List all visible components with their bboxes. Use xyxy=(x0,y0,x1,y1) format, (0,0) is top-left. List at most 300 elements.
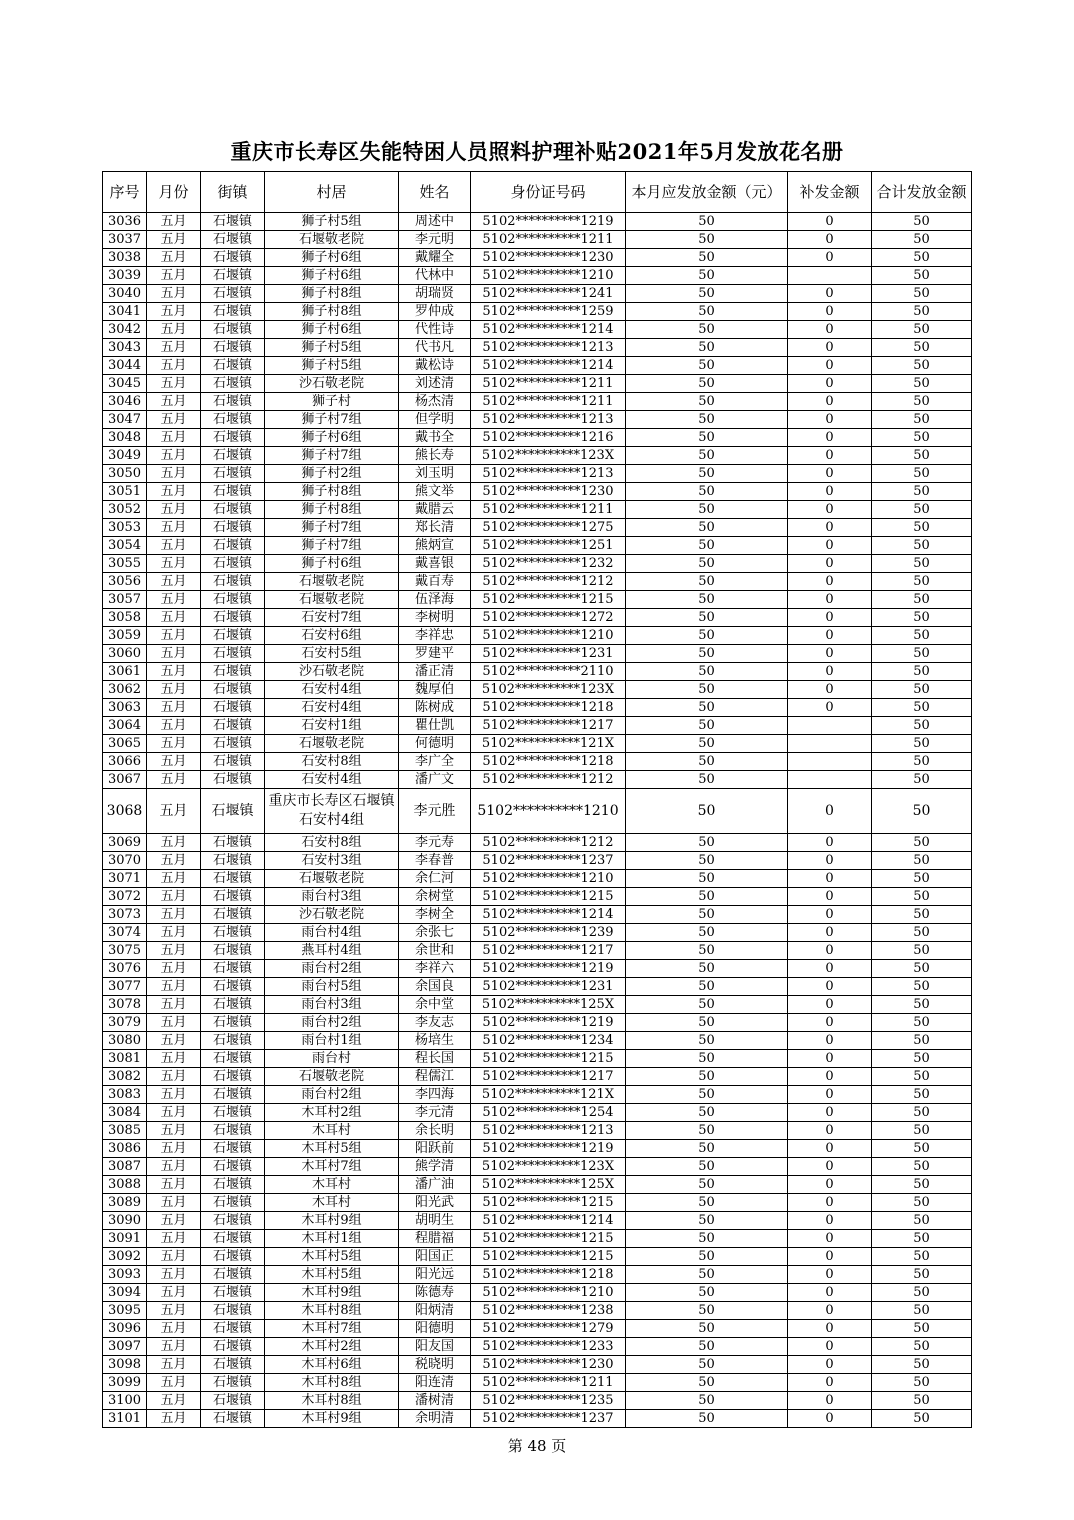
town-cell: 石堰镇 xyxy=(201,411,265,429)
monthly-amount-cell: 50 xyxy=(626,906,788,924)
month-cell: 五月 xyxy=(147,789,201,834)
table-row xyxy=(103,996,972,1014)
name-cell: 熊长寿 xyxy=(399,447,471,465)
month-cell: 五月 xyxy=(147,1176,201,1194)
table-row xyxy=(103,213,972,231)
id-number-cell: 5102**********1218 xyxy=(471,753,626,771)
table-row xyxy=(103,978,972,996)
name-cell: 罗建平 xyxy=(399,645,471,663)
month-cell: 五月 xyxy=(147,1410,201,1428)
monthly-amount-cell: 50 xyxy=(626,1302,788,1320)
name-cell: 戴松诗 xyxy=(399,357,471,375)
monthly-amount-cell: 50 xyxy=(626,1212,788,1230)
supplement-amount-cell: 0 xyxy=(788,1284,872,1302)
village-cell: 木耳村8组 xyxy=(265,1392,399,1410)
header-cell: 身份证号码 xyxy=(471,172,626,213)
total-amount-cell: 50 xyxy=(872,978,972,996)
supplement-amount-cell: 0 xyxy=(788,1140,872,1158)
name-cell: 阳炳清 xyxy=(399,1302,471,1320)
village-cell: 雨台村2组 xyxy=(265,1014,399,1032)
id-number-cell: 5102**********1219 xyxy=(471,960,626,978)
name-cell: 熊文举 xyxy=(399,483,471,501)
town-cell: 石堰镇 xyxy=(201,1086,265,1104)
month-cell: 五月 xyxy=(147,1284,201,1302)
town-cell: 石堰镇 xyxy=(201,960,265,978)
month-cell: 五月 xyxy=(147,771,201,789)
name-cell: 戴书全 xyxy=(399,429,471,447)
id-number-cell: 5102**********1241 xyxy=(471,285,626,303)
name-cell: 戴腊云 xyxy=(399,501,471,519)
monthly-amount-cell: 50 xyxy=(626,267,788,285)
monthly-amount-cell: 50 xyxy=(626,501,788,519)
village-cell: 狮子村5组 xyxy=(265,339,399,357)
monthly-amount-cell: 50 xyxy=(626,834,788,852)
month-cell: 五月 xyxy=(147,573,201,591)
village-cell: 石堰敬老院 xyxy=(265,1068,399,1086)
roster-table xyxy=(102,171,972,1428)
month-cell: 五月 xyxy=(147,609,201,627)
table-row xyxy=(103,573,972,591)
village-cell: 石安村4组 xyxy=(265,699,399,717)
total-amount-cell: 50 xyxy=(872,996,972,1014)
name-cell: 阳德明 xyxy=(399,1320,471,1338)
serial-cell: 3049 xyxy=(103,447,147,465)
serial-cell: 3042 xyxy=(103,321,147,339)
id-number-cell: 5102**********1210 xyxy=(471,870,626,888)
supplement-amount-cell: 0 xyxy=(788,537,872,555)
table-row xyxy=(103,852,972,870)
month-cell: 五月 xyxy=(147,1338,201,1356)
id-number-cell: 5102**********121X xyxy=(471,1086,626,1104)
monthly-amount-cell: 50 xyxy=(626,1086,788,1104)
village-cell: 狮子村7组 xyxy=(265,537,399,555)
id-number-cell: 5102**********1210 xyxy=(471,267,626,285)
month-cell: 五月 xyxy=(147,249,201,267)
table-row xyxy=(103,906,972,924)
name-cell: 程长国 xyxy=(399,1050,471,1068)
name-cell: 魏厚伯 xyxy=(399,681,471,699)
serial-cell: 3051 xyxy=(103,483,147,501)
village-cell: 狮子村8组 xyxy=(265,285,399,303)
table-row xyxy=(103,1374,972,1392)
monthly-amount-cell: 50 xyxy=(626,645,788,663)
monthly-amount-cell: 50 xyxy=(626,231,788,249)
serial-cell: 3058 xyxy=(103,609,147,627)
town-cell: 石堰镇 xyxy=(201,1320,265,1338)
month-cell: 五月 xyxy=(147,393,201,411)
town-cell: 石堰镇 xyxy=(201,717,265,735)
supplement-amount-cell: 0 xyxy=(788,627,872,645)
monthly-amount-cell: 50 xyxy=(626,1356,788,1374)
serial-cell: 3054 xyxy=(103,537,147,555)
name-cell: 李祥忠 xyxy=(399,627,471,645)
name-cell: 代书凡 xyxy=(399,339,471,357)
serial-cell: 3050 xyxy=(103,465,147,483)
village-cell: 木耳村8组 xyxy=(265,1302,399,1320)
id-number-cell: 5102**********1232 xyxy=(471,555,626,573)
serial-cell: 3062 xyxy=(103,681,147,699)
town-cell: 石堰镇 xyxy=(201,573,265,591)
serial-cell: 3043 xyxy=(103,339,147,357)
total-amount-cell: 50 xyxy=(872,852,972,870)
id-number-cell: 5102**********1211 xyxy=(471,1374,626,1392)
name-cell: 李祥六 xyxy=(399,960,471,978)
supplement-amount-cell: 0 xyxy=(788,519,872,537)
supplement-amount-cell: 0 xyxy=(788,1356,872,1374)
town-cell: 石堰镇 xyxy=(201,555,265,573)
supplement-amount-cell: 0 xyxy=(788,1410,872,1428)
id-number-cell: 5102**********1259 xyxy=(471,303,626,321)
village-cell: 石堰敬老院 xyxy=(265,870,399,888)
total-amount-cell: 50 xyxy=(872,753,972,771)
town-cell: 石堰镇 xyxy=(201,537,265,555)
village-cell: 石安村4组 xyxy=(265,681,399,699)
serial-cell: 3090 xyxy=(103,1212,147,1230)
id-number-cell: 5102**********1239 xyxy=(471,924,626,942)
village-cell: 木耳村9组 xyxy=(265,1284,399,1302)
village-cell: 木耳村8组 xyxy=(265,1374,399,1392)
monthly-amount-cell: 50 xyxy=(626,357,788,375)
monthly-amount-cell: 50 xyxy=(626,393,788,411)
id-number-cell: 5102**********1214 xyxy=(471,321,626,339)
id-number-cell: 5102**********1279 xyxy=(471,1320,626,1338)
name-cell: 刘述清 xyxy=(399,375,471,393)
serial-cell: 3081 xyxy=(103,1050,147,1068)
serial-cell: 3087 xyxy=(103,1158,147,1176)
town-cell: 石堰镇 xyxy=(201,483,265,501)
id-number-cell: 5102**********1211 xyxy=(471,501,626,519)
serial-cell: 3094 xyxy=(103,1284,147,1302)
town-cell: 石堰镇 xyxy=(201,501,265,519)
name-cell: 税晓明 xyxy=(399,1356,471,1374)
supplement-amount-cell: 0 xyxy=(788,447,872,465)
supplement-amount-cell: 0 xyxy=(788,483,872,501)
table-row xyxy=(103,717,972,735)
town-cell: 石堰镇 xyxy=(201,978,265,996)
monthly-amount-cell: 50 xyxy=(626,321,788,339)
id-number-cell: 5102**********1210 xyxy=(471,627,626,645)
total-amount-cell: 50 xyxy=(872,231,972,249)
town-cell: 石堰镇 xyxy=(201,1140,265,1158)
name-cell: 熊炳宣 xyxy=(399,537,471,555)
town-cell: 石堰镇 xyxy=(201,321,265,339)
month-cell: 五月 xyxy=(147,231,201,249)
town-cell: 石堰镇 xyxy=(201,1374,265,1392)
table-row xyxy=(103,501,972,519)
monthly-amount-cell: 50 xyxy=(626,1410,788,1428)
table-row xyxy=(103,1338,972,1356)
month-cell: 五月 xyxy=(147,213,201,231)
id-number-cell: 5102**********1211 xyxy=(471,231,626,249)
monthly-amount-cell: 50 xyxy=(626,1320,788,1338)
village-cell: 木耳村 xyxy=(265,1176,399,1194)
month-cell: 五月 xyxy=(147,1212,201,1230)
id-number-cell: 5102**********1217 xyxy=(471,1068,626,1086)
serial-cell: 3082 xyxy=(103,1068,147,1086)
monthly-amount-cell: 50 xyxy=(626,996,788,1014)
monthly-amount-cell: 50 xyxy=(626,1032,788,1050)
supplement-amount-cell: 0 xyxy=(788,1176,872,1194)
month-cell: 五月 xyxy=(147,1158,201,1176)
monthly-amount-cell: 50 xyxy=(626,735,788,753)
village-cell: 雨台村2组 xyxy=(265,960,399,978)
name-cell: 李友志 xyxy=(399,1014,471,1032)
monthly-amount-cell: 50 xyxy=(626,717,788,735)
name-cell: 杨培生 xyxy=(399,1032,471,1050)
town-cell: 石堰镇 xyxy=(201,1194,265,1212)
total-amount-cell: 50 xyxy=(872,1140,972,1158)
monthly-amount-cell: 50 xyxy=(626,465,788,483)
id-number-cell: 5102**********1231 xyxy=(471,645,626,663)
village-cell: 狮子村6组 xyxy=(265,555,399,573)
month-cell: 五月 xyxy=(147,1050,201,1068)
id-number-cell: 5102**********1237 xyxy=(471,1410,626,1428)
id-number-cell: 5102**********1214 xyxy=(471,906,626,924)
serial-cell: 3066 xyxy=(103,753,147,771)
supplement-amount-cell: 0 xyxy=(788,1212,872,1230)
village-cell: 狮子村6组 xyxy=(265,321,399,339)
town-cell: 石堰镇 xyxy=(201,663,265,681)
name-cell: 胡明生 xyxy=(399,1212,471,1230)
town-cell: 石堰镇 xyxy=(201,1158,265,1176)
month-cell: 五月 xyxy=(147,645,201,663)
table-row xyxy=(103,267,972,285)
supplement-amount-cell: 0 xyxy=(788,645,872,663)
month-cell: 五月 xyxy=(147,1374,201,1392)
village-cell: 狮子村8组 xyxy=(265,303,399,321)
month-cell: 五月 xyxy=(147,717,201,735)
month-cell: 五月 xyxy=(147,852,201,870)
total-amount-cell: 50 xyxy=(872,447,972,465)
table-row xyxy=(103,1248,972,1266)
id-number-cell: 5102**********1217 xyxy=(471,717,626,735)
name-cell: 杨杰清 xyxy=(399,393,471,411)
month-cell: 五月 xyxy=(147,978,201,996)
serial-cell: 3078 xyxy=(103,996,147,1014)
town-cell: 石堰镇 xyxy=(201,1356,265,1374)
total-amount-cell: 50 xyxy=(872,942,972,960)
serial-cell: 3065 xyxy=(103,735,147,753)
serial-cell: 3096 xyxy=(103,1320,147,1338)
month-cell: 五月 xyxy=(147,339,201,357)
village-cell: 雨台村5组 xyxy=(265,978,399,996)
monthly-amount-cell: 50 xyxy=(626,960,788,978)
village-cell: 木耳村 xyxy=(265,1122,399,1140)
month-cell: 五月 xyxy=(147,267,201,285)
town-cell: 石堰镇 xyxy=(201,789,265,834)
month-cell: 五月 xyxy=(147,321,201,339)
month-cell: 五月 xyxy=(147,1248,201,1266)
serial-cell: 3088 xyxy=(103,1176,147,1194)
month-cell: 五月 xyxy=(147,537,201,555)
supplement-amount-cell xyxy=(788,717,872,735)
table-row xyxy=(103,1140,972,1158)
table-row xyxy=(103,411,972,429)
village-cell: 石安村7组 xyxy=(265,609,399,627)
id-number-cell: 5102**********1231 xyxy=(471,978,626,996)
serial-cell: 3083 xyxy=(103,1086,147,1104)
serial-cell: 3037 xyxy=(103,231,147,249)
table-row xyxy=(103,1410,972,1428)
table-row xyxy=(103,537,972,555)
total-amount-cell: 50 xyxy=(872,1230,972,1248)
id-number-cell: 5102**********1212 xyxy=(471,771,626,789)
total-amount-cell: 50 xyxy=(872,573,972,591)
name-cell: 潘树清 xyxy=(399,1392,471,1410)
village-cell: 木耳村7组 xyxy=(265,1320,399,1338)
serial-cell: 3060 xyxy=(103,645,147,663)
total-amount-cell: 50 xyxy=(872,501,972,519)
monthly-amount-cell: 50 xyxy=(626,429,788,447)
monthly-amount-cell: 50 xyxy=(626,1158,788,1176)
monthly-amount-cell: 50 xyxy=(626,1014,788,1032)
monthly-amount-cell: 50 xyxy=(626,1140,788,1158)
village-cell: 木耳村5组 xyxy=(265,1140,399,1158)
table-row xyxy=(103,1104,972,1122)
name-cell: 李元胜 xyxy=(399,789,471,834)
name-cell: 阳连清 xyxy=(399,1374,471,1392)
serial-cell: 3046 xyxy=(103,393,147,411)
supplement-amount-cell: 0 xyxy=(788,1302,872,1320)
name-cell: 阳友国 xyxy=(399,1338,471,1356)
town-cell: 石堰镇 xyxy=(201,1176,265,1194)
table-row xyxy=(103,924,972,942)
serial-cell: 3056 xyxy=(103,573,147,591)
name-cell: 陈德寿 xyxy=(399,1284,471,1302)
village-cell: 雨台村3组 xyxy=(265,888,399,906)
town-cell: 石堰镇 xyxy=(201,267,265,285)
name-cell: 余明清 xyxy=(399,1410,471,1428)
table-body xyxy=(103,213,972,1428)
table-row xyxy=(103,645,972,663)
supplement-amount-cell: 0 xyxy=(788,573,872,591)
id-number-cell: 5102**********1212 xyxy=(471,573,626,591)
village-cell: 狮子村7组 xyxy=(265,447,399,465)
monthly-amount-cell: 50 xyxy=(626,1374,788,1392)
table-row xyxy=(103,1302,972,1320)
serial-cell: 3070 xyxy=(103,852,147,870)
town-cell: 石堰镇 xyxy=(201,1338,265,1356)
serial-cell: 3074 xyxy=(103,924,147,942)
total-amount-cell: 50 xyxy=(872,609,972,627)
town-cell: 石堰镇 xyxy=(201,303,265,321)
supplement-amount-cell: 0 xyxy=(788,1122,872,1140)
table-row xyxy=(103,1050,972,1068)
id-number-cell: 5102**********1218 xyxy=(471,699,626,717)
town-cell: 石堰镇 xyxy=(201,771,265,789)
header-cell: 姓名 xyxy=(399,172,471,213)
town-cell: 石堰镇 xyxy=(201,285,265,303)
supplement-amount-cell: 0 xyxy=(788,699,872,717)
table-row xyxy=(103,591,972,609)
total-amount-cell: 50 xyxy=(872,870,972,888)
total-amount-cell: 50 xyxy=(872,1086,972,1104)
id-number-cell: 5102**********1211 xyxy=(471,393,626,411)
town-cell: 石堰镇 xyxy=(201,924,265,942)
serial-cell: 3073 xyxy=(103,906,147,924)
name-cell: 潘广文 xyxy=(399,771,471,789)
name-cell: 伍泽海 xyxy=(399,591,471,609)
monthly-amount-cell: 50 xyxy=(626,1194,788,1212)
id-number-cell: 5102**********123X xyxy=(471,447,626,465)
total-amount-cell: 50 xyxy=(872,699,972,717)
total-amount-cell: 50 xyxy=(872,627,972,645)
village-cell: 木耳村5组 xyxy=(265,1248,399,1266)
name-cell: 罗仲成 xyxy=(399,303,471,321)
table-row xyxy=(103,834,972,852)
month-cell: 五月 xyxy=(147,627,201,645)
monthly-amount-cell: 50 xyxy=(626,1338,788,1356)
serial-cell: 3076 xyxy=(103,960,147,978)
month-cell: 五月 xyxy=(147,591,201,609)
name-cell: 潘正清 xyxy=(399,663,471,681)
table-row xyxy=(103,1032,972,1050)
id-number-cell: 5102**********1210 xyxy=(471,789,626,834)
village-cell: 石堰敬老院 xyxy=(265,735,399,753)
serial-cell: 3092 xyxy=(103,1248,147,1266)
monthly-amount-cell: 50 xyxy=(626,483,788,501)
table-row xyxy=(103,1194,972,1212)
table-row xyxy=(103,1014,972,1032)
month-cell: 五月 xyxy=(147,753,201,771)
town-cell: 石堰镇 xyxy=(201,645,265,663)
monthly-amount-cell: 50 xyxy=(626,303,788,321)
supplement-amount-cell: 0 xyxy=(788,393,872,411)
supplement-amount-cell: 0 xyxy=(788,1230,872,1248)
town-cell: 石堰镇 xyxy=(201,1032,265,1050)
serial-cell: 3059 xyxy=(103,627,147,645)
serial-cell: 3079 xyxy=(103,1014,147,1032)
monthly-amount-cell: 50 xyxy=(626,789,788,834)
serial-cell: 3095 xyxy=(103,1302,147,1320)
serial-cell: 3085 xyxy=(103,1122,147,1140)
monthly-amount-cell: 50 xyxy=(626,852,788,870)
name-cell: 余树堂 xyxy=(399,888,471,906)
supplement-amount-cell: 0 xyxy=(788,1104,872,1122)
table-row xyxy=(103,735,972,753)
town-cell: 石堰镇 xyxy=(201,1104,265,1122)
total-amount-cell: 50 xyxy=(872,303,972,321)
town-cell: 石堰镇 xyxy=(201,906,265,924)
town-cell: 石堰镇 xyxy=(201,375,265,393)
village-cell: 狮子村5组 xyxy=(265,357,399,375)
total-amount-cell: 50 xyxy=(872,771,972,789)
serial-cell: 3068 xyxy=(103,789,147,834)
table-row xyxy=(103,465,972,483)
header-cell: 村居 xyxy=(265,172,399,213)
total-amount-cell: 50 xyxy=(872,1122,972,1140)
table-row xyxy=(103,1320,972,1338)
monthly-amount-cell: 50 xyxy=(626,1392,788,1410)
village-cell: 木耳村6组 xyxy=(265,1356,399,1374)
total-amount-cell: 50 xyxy=(872,681,972,699)
supplement-amount-cell: 0 xyxy=(788,1374,872,1392)
serial-cell: 3045 xyxy=(103,375,147,393)
month-cell: 五月 xyxy=(147,1392,201,1410)
town-cell: 石堰镇 xyxy=(201,1050,265,1068)
serial-cell: 3091 xyxy=(103,1230,147,1248)
monthly-amount-cell: 50 xyxy=(626,771,788,789)
supplement-amount-cell: 0 xyxy=(788,501,872,519)
name-cell: 陈树成 xyxy=(399,699,471,717)
village-cell: 狮子村7组 xyxy=(265,411,399,429)
total-amount-cell: 50 xyxy=(872,1320,972,1338)
name-cell: 代林中 xyxy=(399,267,471,285)
supplement-amount-cell: 0 xyxy=(788,339,872,357)
supplement-amount-cell: 0 xyxy=(788,888,872,906)
village-cell: 沙石敬老院 xyxy=(265,663,399,681)
id-number-cell: 5102**********125X xyxy=(471,996,626,1014)
